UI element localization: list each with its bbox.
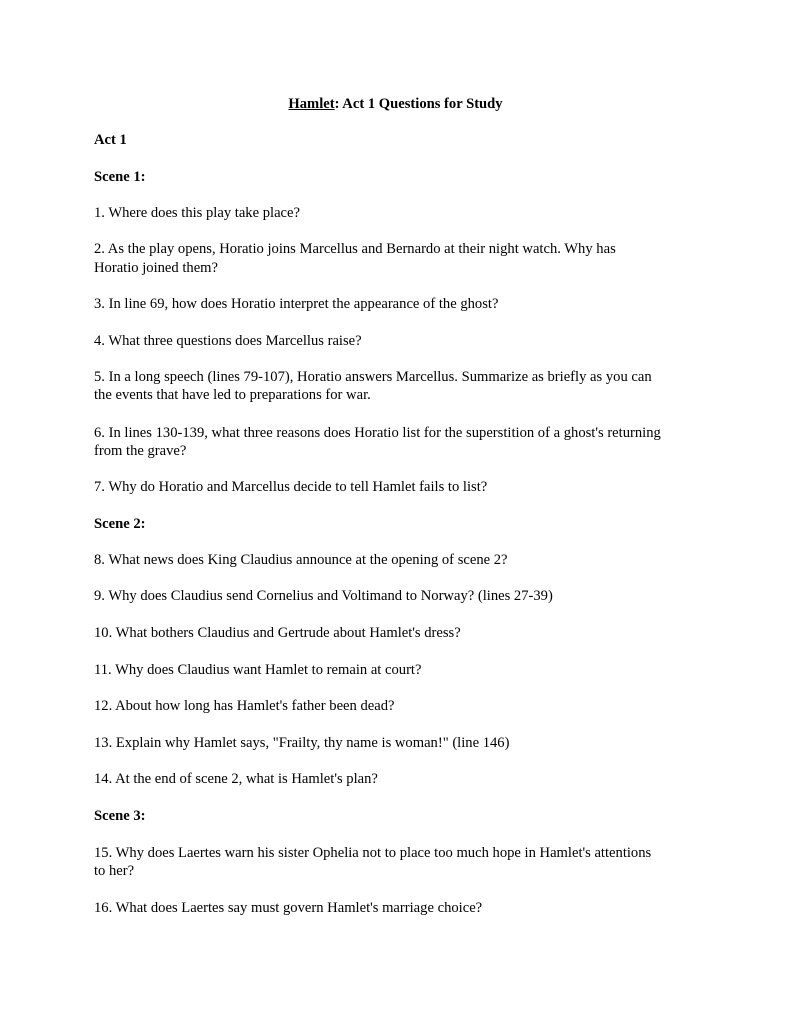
question-16: 16. What does Laertes say must govern Hamlet's marriage choice?: [94, 900, 483, 916]
question-13: 13. Explain why Hamlet says, "Frailty, thy name is woman!" (line 146): [94, 735, 510, 751]
question-12: 12. About how long has Hamlet's father been dead?: [94, 698, 395, 714]
page-title: [0, 95, 791, 113]
scene-3-heading: Scene 3:: [94, 808, 146, 824]
question-7: 7. Why do Horatio and Marcellus decide to tell Hamlet fails to list?: [94, 479, 488, 495]
question-15-line-2: to her?: [94, 863, 135, 879]
question-8: 8. What news does King Claudius announce at the opening of scene 2?: [94, 552, 508, 568]
question-6-line-1: 6. In lines 130-139, what three reasons does Horatio list for the superstition of a ghost's returning: [94, 425, 661, 441]
question-6-line-2: from the grave?: [94, 443, 187, 459]
question-4: 4. What three questions does Marcellus raise?: [94, 333, 362, 349]
title-play-name: Hamlet: [288, 96, 335, 112]
question-2-line-2: Horatio joined them?: [94, 260, 219, 276]
scene-2-heading: Scene 2:: [94, 516, 146, 532]
act-heading: Act 1: [94, 132, 127, 148]
question-2-line-1: 2. As the play opens, Horatio joins Marcellus and Bernardo at their night watch. Why has: [94, 241, 616, 257]
question-9: 9. Why does Claudius send Cornelius and Voltimand to Norway? (lines 27-39): [94, 588, 553, 604]
title-rest: : Act 1 Questions for Study: [334, 96, 503, 112]
scene-1-heading: Scene 1:: [94, 169, 146, 185]
question-11: 11. Why does Claudius want Hamlet to remain at court?: [94, 662, 422, 678]
question-3: 3. In line 69, how does Horatio interpret the appearance of the ghost?: [94, 296, 499, 312]
question-15-line-1: 15. Why does Laertes warn his sister Ophelia not to place too much hope in Hamlet's attentions: [94, 845, 652, 861]
question-10: 10. What bothers Claudius and Gertrude about Hamlet's dress?: [94, 625, 461, 641]
question-14: 14. At the end of scene 2, what is Hamlet's plan?: [94, 771, 378, 787]
question-5-line-1: 5. In a long speech (lines 79-107), Horatio answers Marcellus. Summarize as briefly as you can: [94, 369, 652, 385]
question-5-line-2: the events that have led to preparations for war.: [94, 387, 371, 403]
question-1: 1. Where does this play take place?: [94, 205, 300, 221]
